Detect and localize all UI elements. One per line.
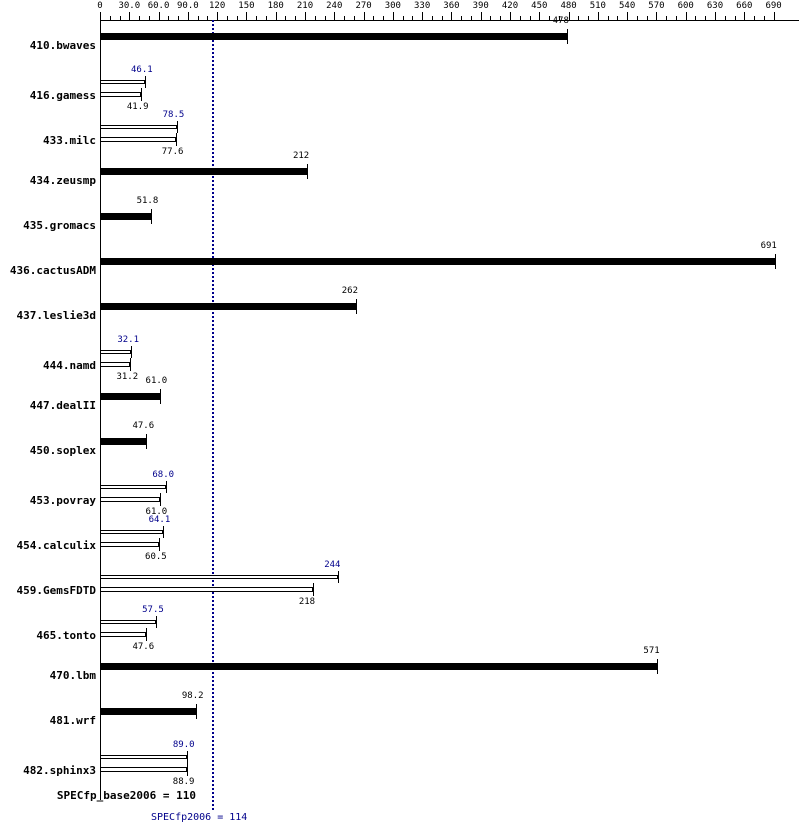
- x-tick: [393, 12, 394, 21]
- x-minor-tick: [266, 16, 267, 21]
- x-minor-tick: [442, 16, 443, 21]
- x-tick: [276, 12, 277, 21]
- x-tick: [159, 12, 160, 21]
- x-tick: [715, 12, 716, 21]
- base-summary-label: SPECfp_base2006 = 110: [56, 789, 196, 802]
- benchmark-label: 444.namd: [43, 359, 96, 372]
- x-minor-tick: [120, 16, 121, 21]
- x-minor-tick: [178, 16, 179, 21]
- peak-value-label: 244: [324, 560, 341, 570]
- x-minor-tick: [520, 16, 521, 21]
- base-value-label: 98.2: [181, 691, 204, 701]
- base-bar-cap: [130, 358, 131, 371]
- x-minor-tick: [237, 16, 238, 21]
- x-minor-tick: [139, 16, 140, 21]
- x-minor-tick: [256, 16, 257, 21]
- base-bar: [100, 708, 196, 715]
- x-minor-tick: [530, 16, 531, 21]
- x-tick-label: 600: [677, 1, 694, 11]
- x-tick-label: 120: [209, 1, 226, 11]
- benchmark-label: 436.cactusADM: [9, 264, 96, 277]
- benchmark-label: 481.wrf: [49, 714, 96, 727]
- x-minor-tick: [412, 16, 413, 21]
- x-tick-label: 630: [706, 1, 724, 11]
- x-minor-tick: [725, 16, 726, 21]
- base-value-label: 88.9: [172, 777, 195, 787]
- base-value-label: 212: [292, 151, 310, 161]
- x-minor-tick: [676, 16, 677, 21]
- x-tick-label: 300: [384, 1, 401, 11]
- peak-bar-cap: [338, 571, 339, 583]
- base-value-label: 41.9: [126, 102, 149, 112]
- x-tick: [510, 12, 511, 21]
- peak-bar: [100, 485, 166, 489]
- x-tick-label: 60.0: [147, 1, 170, 11]
- peak-bar: [100, 755, 187, 759]
- base-bar: [100, 92, 141, 97]
- peak-bar: [100, 80, 145, 84]
- peak-bar-cap: [163, 526, 164, 538]
- benchmark-label: 410.bwaves: [29, 39, 96, 52]
- peak-value-label: 64.1: [148, 515, 171, 525]
- base-bar: [100, 438, 146, 445]
- base-bar-cap: [567, 29, 568, 44]
- x-minor-tick: [198, 16, 199, 21]
- benchmark-label: 459.GemsFDTD: [16, 584, 96, 597]
- peak-value-label: 46.1: [131, 65, 153, 75]
- base-value-label: 51.8: [136, 196, 159, 206]
- x-minor-tick: [695, 16, 696, 21]
- x-tick: [598, 12, 599, 21]
- base-value-label: 61.0: [145, 507, 168, 517]
- x-tick: [364, 12, 365, 21]
- x-minor-tick: [207, 16, 208, 21]
- x-minor-tick: [285, 16, 286, 21]
- base-value-label: 262: [341, 286, 359, 296]
- base-bar-cap: [146, 434, 147, 449]
- x-tick: [451, 12, 452, 21]
- x-minor-tick: [500, 16, 501, 21]
- benchmark-label: 435.gromacs: [23, 219, 96, 232]
- x-minor-tick: [578, 16, 579, 21]
- base-bar-cap: [151, 209, 152, 224]
- peak-bar: [100, 575, 338, 579]
- x-minor-tick: [315, 16, 316, 21]
- x-tick-label: 540: [619, 1, 636, 11]
- x-minor-tick: [637, 16, 638, 21]
- base-bar-cap: [313, 583, 314, 596]
- x-minor-tick: [471, 16, 472, 21]
- benchmark-label: 454.calculix: [16, 539, 96, 552]
- reference-line: [212, 20, 214, 810]
- base-bar: [100, 393, 160, 400]
- base-bar: [100, 33, 567, 40]
- x-tick: [656, 12, 657, 21]
- x-tick: [481, 12, 482, 21]
- base-bar: [100, 542, 159, 547]
- base-bar: [100, 303, 356, 310]
- base-bar-cap: [356, 299, 357, 314]
- x-tick-label: 510: [589, 1, 606, 11]
- benchmark-label: 453.povray: [29, 494, 96, 507]
- base-value-label: 47.6: [132, 642, 155, 652]
- base-bar: [100, 362, 130, 367]
- x-axis-line: [100, 20, 799, 21]
- peak-bar-cap: [177, 121, 178, 133]
- x-tick: [774, 12, 775, 21]
- base-bar: [100, 663, 657, 670]
- x-tick-label: 570: [648, 1, 665, 11]
- x-minor-tick: [432, 16, 433, 21]
- peak-bar: [100, 530, 163, 534]
- x-minor-tick: [666, 16, 667, 21]
- peak-summary-label: SPECfp2006 = 114: [151, 812, 248, 823]
- base-bar: [100, 497, 160, 502]
- peak-bar: [100, 620, 156, 624]
- benchmark-label: 465.tonto: [36, 629, 96, 642]
- peak-value-label: 68.0: [152, 470, 175, 480]
- base-value-label: 478: [552, 16, 569, 26]
- base-bar: [100, 587, 313, 592]
- base-bar-cap: [146, 628, 147, 641]
- x-minor-tick: [149, 16, 150, 21]
- x-minor-tick: [549, 16, 550, 21]
- x-minor-tick: [295, 16, 296, 21]
- base-value-label: 218: [298, 597, 316, 607]
- benchmark-label: 482.sphinx3: [23, 764, 96, 777]
- benchmark-label: 450.soplex: [29, 444, 96, 457]
- x-tick: [334, 12, 335, 21]
- base-value-label: 691: [760, 241, 777, 251]
- x-minor-tick: [588, 16, 589, 21]
- peak-value-label: 89.0: [172, 740, 195, 750]
- peak-value-label: 57.5: [142, 605, 164, 615]
- base-bar-cap: [775, 254, 776, 269]
- x-minor-tick: [383, 16, 384, 21]
- peak-bar-cap: [156, 616, 157, 628]
- base-value-label: 47.6: [132, 421, 155, 431]
- base-value-label: 61.0: [145, 376, 168, 386]
- x-tick-label: 480: [560, 1, 577, 11]
- x-tick-label: 0: [97, 1, 103, 11]
- x-tick-label: 450: [531, 1, 548, 11]
- base-bar-cap: [176, 133, 177, 146]
- base-bar: [100, 258, 775, 265]
- x-tick-label: 390: [472, 1, 489, 11]
- x-tick: [686, 12, 687, 21]
- x-tick-label: 660: [736, 1, 753, 11]
- x-tick-label: 240: [326, 1, 343, 11]
- base-bar-cap: [159, 538, 160, 551]
- x-tick-label: 150: [238, 1, 255, 11]
- benchmark-label: 437.leslie3d: [16, 309, 96, 322]
- peak-value-label: 32.1: [117, 335, 140, 345]
- x-minor-tick: [344, 16, 345, 21]
- base-bar-cap: [141, 88, 142, 101]
- peak-bar-cap: [166, 481, 167, 493]
- x-tick-label: 180: [267, 1, 284, 11]
- base-value-label: 77.6: [161, 147, 184, 157]
- x-minor-tick: [735, 16, 736, 21]
- base-bar-cap: [187, 763, 188, 776]
- x-minor-tick: [617, 16, 618, 21]
- x-tick-label: 420: [501, 1, 519, 11]
- base-value-label: 31.2: [116, 372, 139, 382]
- x-tick-label: 30.0: [118, 1, 141, 11]
- x-tick-label: 360: [443, 1, 460, 11]
- x-minor-tick: [705, 16, 706, 21]
- x-tick-label: 330: [414, 1, 431, 11]
- x-minor-tick: [168, 16, 169, 21]
- x-minor-tick: [764, 16, 765, 21]
- x-tick: [129, 12, 130, 21]
- benchmark-label: 447.dealII: [29, 399, 96, 412]
- x-tick: [246, 12, 247, 21]
- peak-bar-cap: [145, 76, 146, 88]
- x-tick: [188, 12, 189, 21]
- x-minor-tick: [110, 16, 111, 21]
- x-minor-tick: [354, 16, 355, 21]
- x-tick-label: 270: [355, 1, 372, 11]
- x-tick: [422, 12, 423, 21]
- peak-bar: [100, 350, 131, 354]
- benchmark-label: 434.zeusmp: [29, 174, 96, 187]
- base-bar-cap: [307, 164, 308, 179]
- x-tick: [539, 12, 540, 21]
- x-minor-tick: [461, 16, 462, 21]
- x-minor-tick: [608, 16, 609, 21]
- base-bar-cap: [196, 704, 197, 719]
- peak-bar: [100, 125, 177, 129]
- x-tick: [305, 12, 306, 21]
- base-value-label: 60.5: [145, 552, 167, 562]
- x-tick-label: 210: [296, 1, 314, 11]
- base-bar: [100, 632, 146, 637]
- base-bar: [100, 137, 176, 142]
- x-minor-tick: [373, 16, 374, 21]
- x-tick: [744, 12, 745, 21]
- benchmark-label: 433.milc: [43, 134, 96, 147]
- base-bar-cap: [160, 389, 161, 404]
- x-tick: [627, 12, 628, 21]
- peak-bar-cap: [187, 751, 188, 763]
- x-minor-tick: [403, 16, 404, 21]
- x-minor-tick: [227, 16, 228, 21]
- peak-bar-cap: [131, 346, 132, 358]
- base-bar: [100, 168, 307, 175]
- x-minor-tick: [490, 16, 491, 21]
- x-tick-label: 690: [765, 1, 782, 11]
- benchmark-label: 416.gamess: [29, 89, 96, 102]
- base-bar: [100, 767, 187, 772]
- x-minor-tick: [325, 16, 326, 21]
- peak-value-label: 78.5: [162, 110, 185, 120]
- benchmark-label: 470.lbm: [49, 669, 96, 682]
- x-minor-tick: [647, 16, 648, 21]
- x-minor-tick: [754, 16, 755, 21]
- base-bar-cap: [160, 493, 161, 506]
- x-tick-label: 90.0: [177, 1, 199, 11]
- base-value-label: 571: [643, 646, 660, 656]
- base-bar: [100, 213, 151, 220]
- x-tick: [217, 12, 218, 21]
- base-bar-cap: [657, 659, 658, 674]
